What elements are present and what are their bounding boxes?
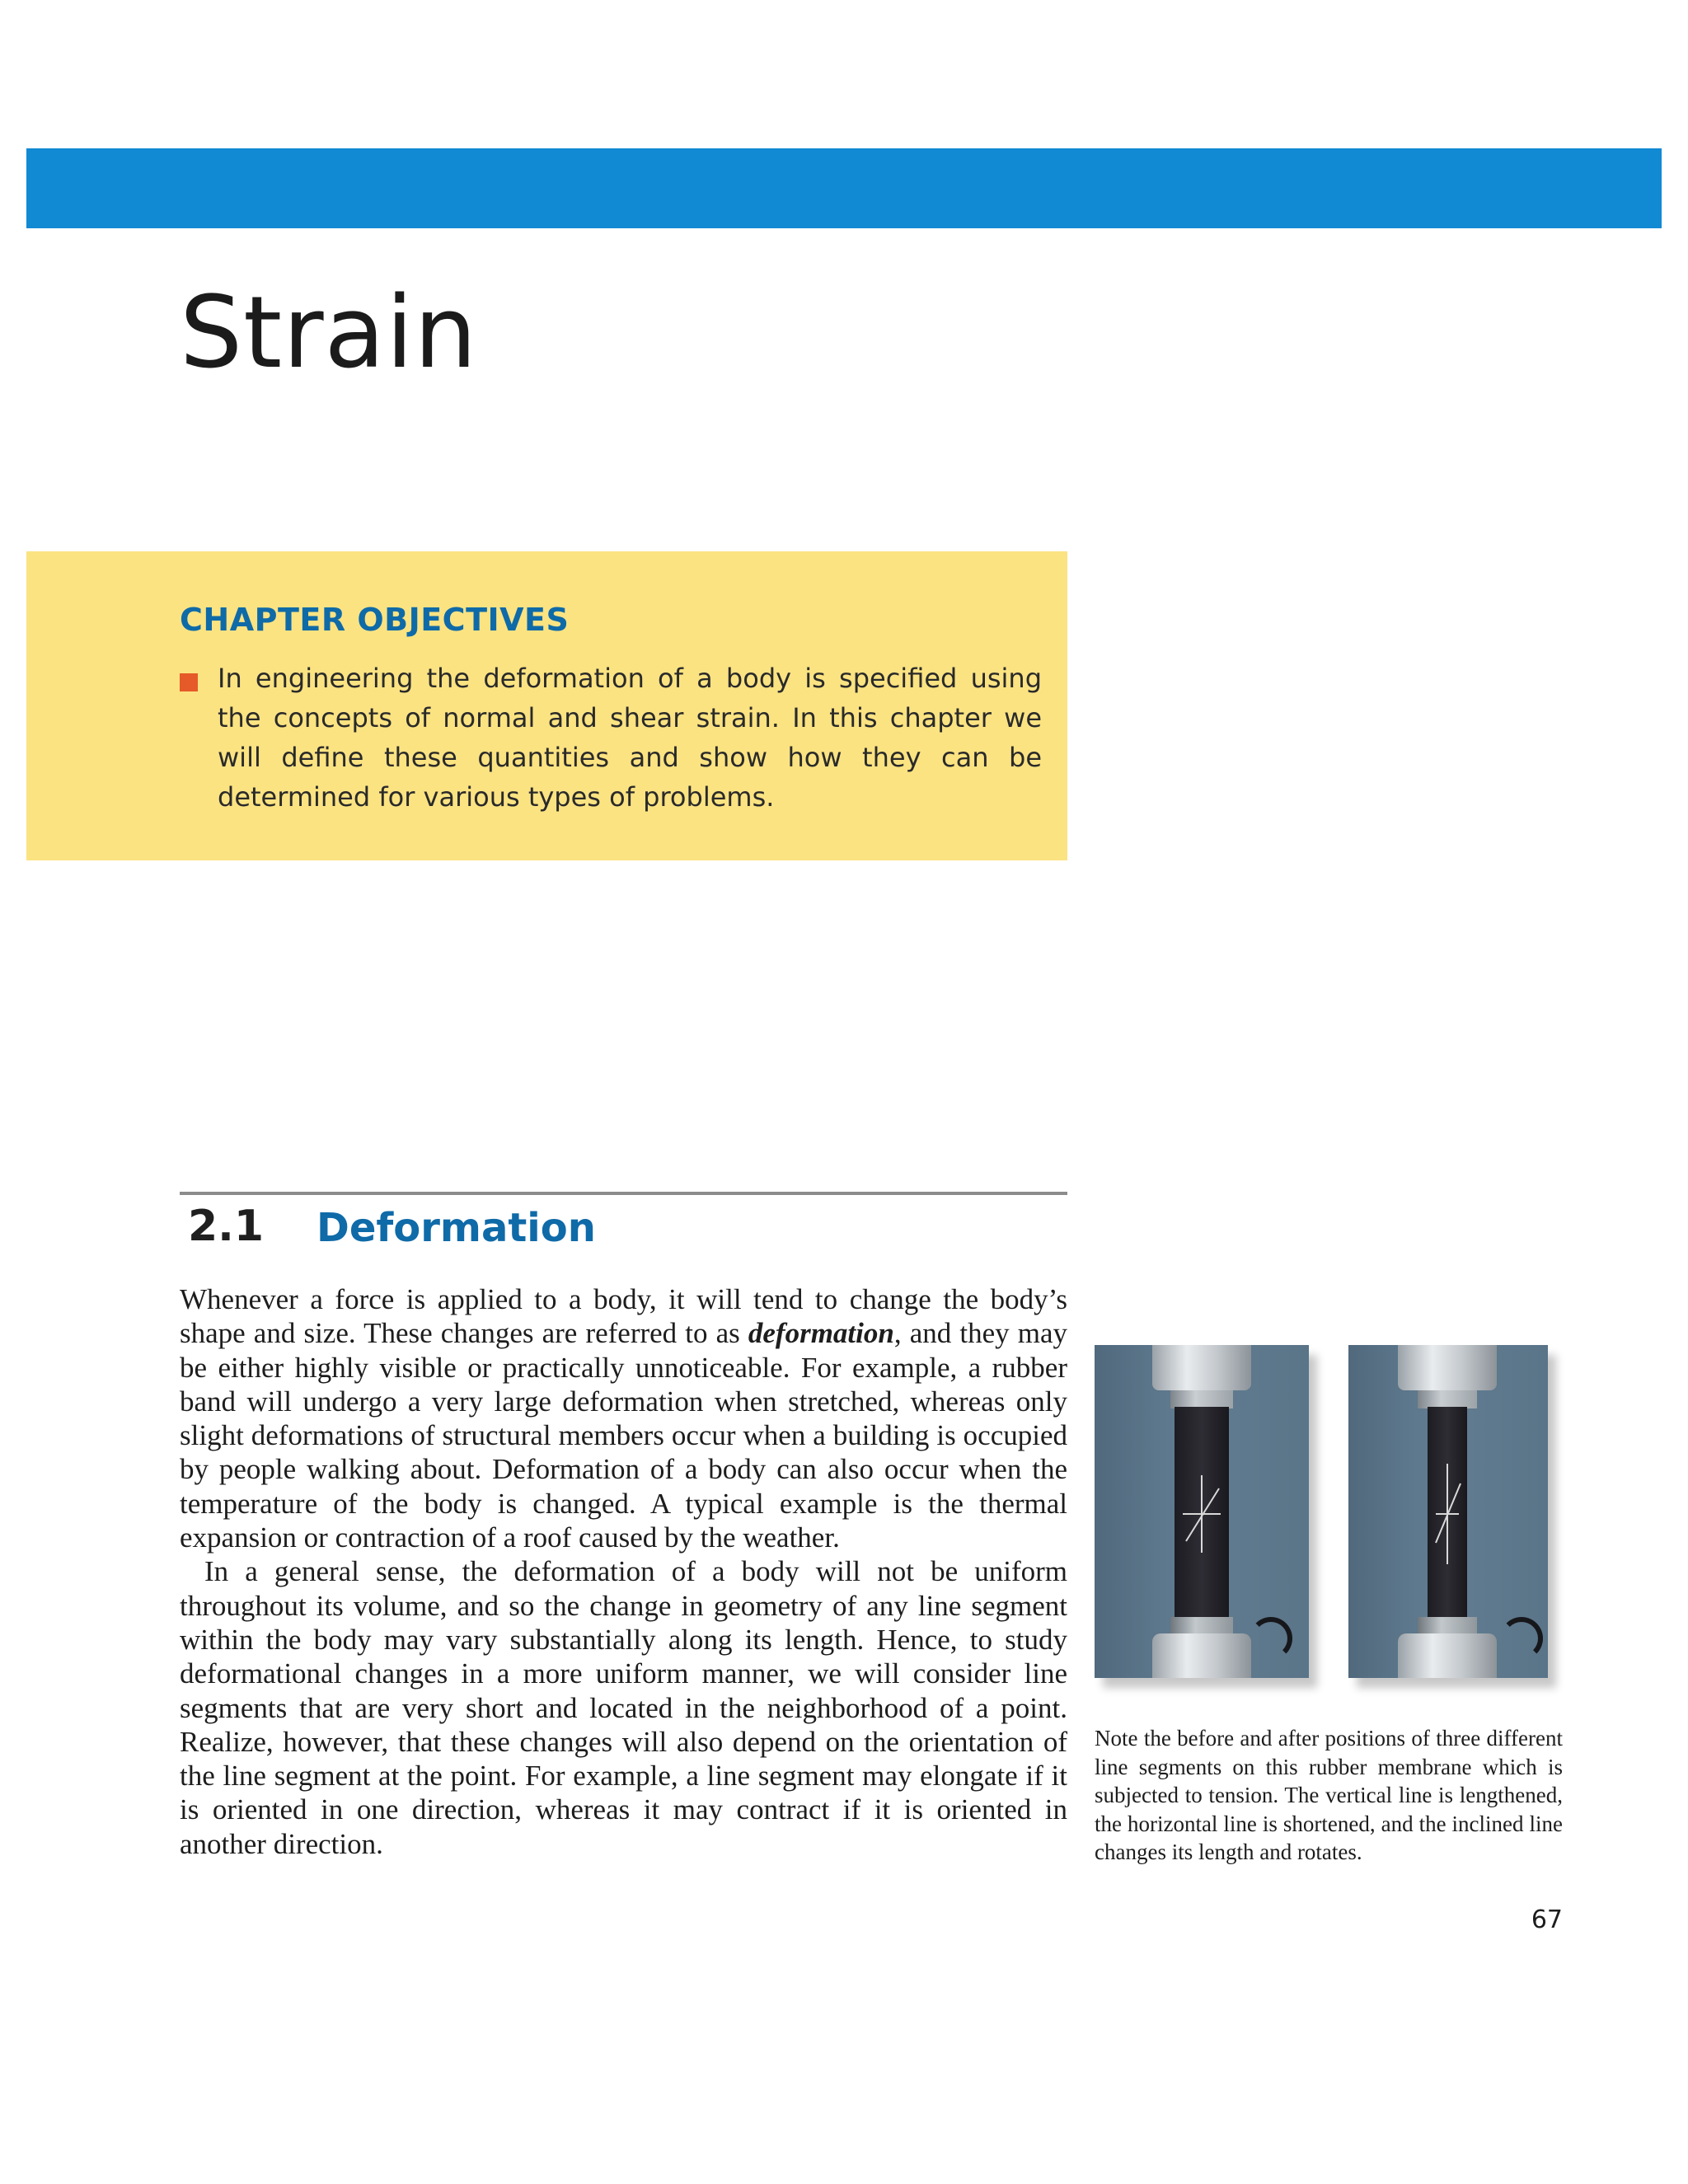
section-number: 2.1 [188, 1202, 265, 1251]
upper-grip [1152, 1345, 1251, 1390]
line-segment-marks [1428, 1460, 1467, 1568]
objectives-heading: CHAPTER OBJECTIVES [180, 602, 570, 638]
paragraph-1 [180, 1282, 1067, 1554]
upper-grip [1398, 1345, 1497, 1390]
paragraph-1-text-end: , and they may be either highly visible or practically unnoticeable. For example, a rubber band will undergo a very large deformation when stretched, whereas only slight deformations of structural members occur when a building is occupied by people walking about. Deformation of a body can also occur when the temperature of the body is changed. A typical example is the thermal expansion or contraction of a roof caused by the weather. [180, 1317, 1067, 1554]
lower-grip [1152, 1633, 1251, 1678]
square-bullet-icon [180, 673, 198, 691]
cable [1500, 1617, 1543, 1660]
upper-clamp [1418, 1390, 1477, 1408]
chapter-header-band [26, 148, 1662, 228]
lower-grip [1398, 1633, 1497, 1678]
cable [1250, 1617, 1292, 1660]
upper-clamp [1170, 1390, 1233, 1408]
photo-membrane-after [1348, 1345, 1548, 1678]
paragraph-1-text-start: Whenever a force is applied to a body, it will tend to change the body’s shape and size. These changes are referred to as [180, 1283, 1067, 1350]
page-number: 67 [1531, 1905, 1563, 1934]
chapter-objectives-box [26, 551, 1067, 860]
key-term-deformation: deformation [748, 1317, 894, 1350]
section-body [180, 1282, 1067, 1861]
objectives-item: In engineering the deformation of a body is specified using the concepts of normal and shear strain. In this chapter we will define these quantities and show how they can be determined for various types of problems. [218, 663, 1042, 813]
paragraph-2: In a general sense, the deformation of a body will not be uniform throughout its volume, and so the change in geometry of any line segment within the body may vary substantially along its length. Hence, to study deformational changes in a more uniform manner, we will consider line segments that are very short and located in the neighborhood of a point. Realize, however, that these changes will also depend on the orientation of the line segment at the point. For example, a line segment may elongate if it is oriented in one direction, whereas it may contract if it is oriented in another direction. [180, 1555, 1067, 1860]
line-segment-marks [1175, 1469, 1229, 1559]
photo-membrane-before [1095, 1345, 1309, 1678]
section-title: Deformation [316, 1205, 596, 1251]
section-divider [180, 1192, 1067, 1195]
figure-caption: Note the before and after positions of three different line segments on this rubber membrane which is subjected to tension. The vertical line is lengthened, the horizontal line is shortened, and the inclined line changes its length and rotates. [1095, 1726, 1563, 1865]
chapter-title: Strain [180, 276, 478, 391]
